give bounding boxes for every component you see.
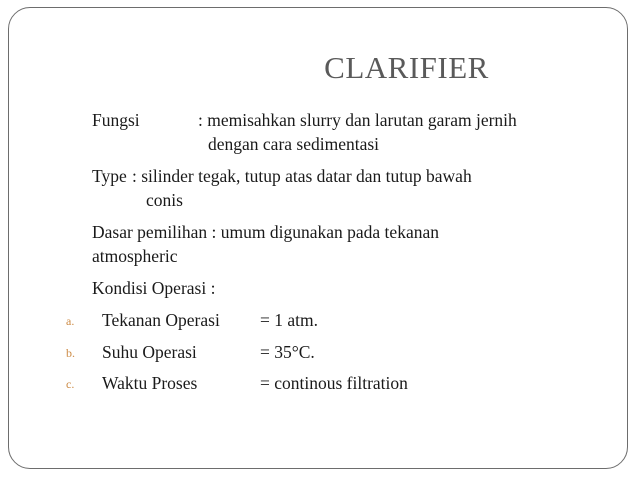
fungsi-text: : memisahkan slurry dan larutan garam jernih [198,110,517,130]
tekanan-operasi-label: Tekanan Operasi [102,310,220,330]
tekanan-operasi-value: = 1 atm. [260,310,318,330]
list-marker-c: c. [66,377,75,391]
dasar-pemilihan-text: Dasar pemilihan : umum digunakan pada tekanan [92,222,439,242]
type-text: : silinder tegak, tutup atas datar dan tutup bawah [132,166,472,186]
fungsi-text-continued: dengan cara sedimentasi [208,134,380,154]
list-marker-a: a. [66,314,75,328]
suhu-operasi-value: = 35°C. [260,342,315,362]
slide-title: CLARIFIER [324,50,489,85]
dasar-pemilihan-continued: atmospheric [92,246,178,266]
kondisi-operasi-heading: Kondisi Operasi : [92,278,216,298]
list-marker-b: b. [66,346,75,360]
waktu-proses-value: = continous filtration [260,373,408,393]
type-text-continued: conis [146,190,183,210]
fungsi-label: Fungsi [92,110,140,130]
suhu-operasi-label: Suhu Operasi [102,342,197,362]
waktu-proses-label: Waktu Proses [102,373,198,393]
type-label: Type [92,166,127,186]
